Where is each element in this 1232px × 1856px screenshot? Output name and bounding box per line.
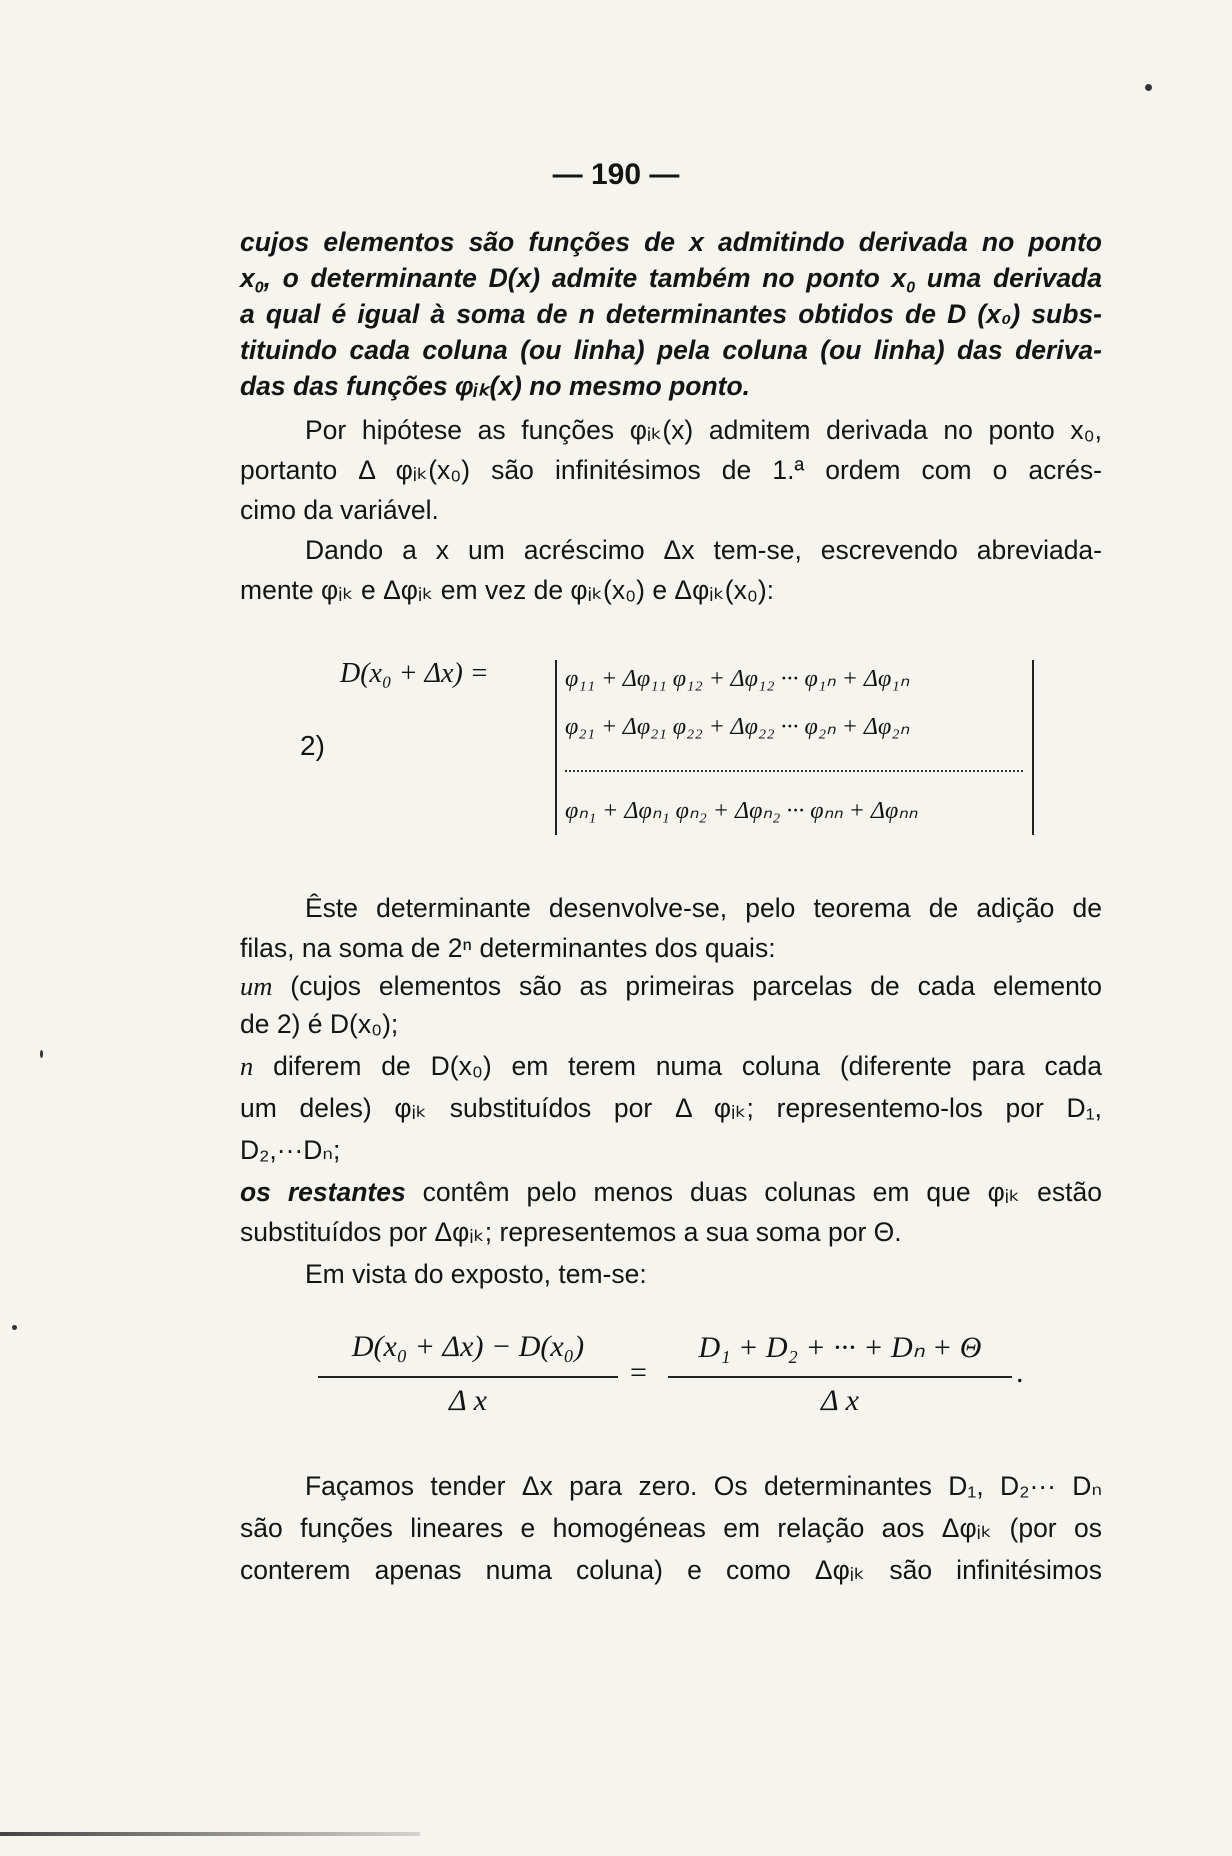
matrix-row: φ₂₁ + Δφ₂₁ φ₂₂ + Δφ₂₂ ··· φ₂ₙ + Δφ₂ₙ bbox=[565, 714, 910, 740]
equation-label: 2) bbox=[300, 730, 325, 761]
text-line: filas, na soma de 2ⁿ determinantes dos quais: bbox=[240, 933, 776, 963]
text-line: D₂,···Dₙ; bbox=[240, 1135, 341, 1165]
text-line: Em vista do exposto, tem-se: bbox=[305, 1259, 647, 1289]
text-line: a qual é igual à soma de n determinantes obtidos de D (x₀) subs- bbox=[240, 299, 1102, 329]
matrix-ellipsis-row bbox=[565, 762, 1023, 772]
determinant-lhs: D(x₀ + Δx) = bbox=[340, 658, 489, 689]
equals-sign: = bbox=[630, 1356, 647, 1389]
matrix-row: φ₁₁ + Δφ₁₁ φ₁₂ + Δφ₁₂ ··· φ₁ₙ + Δφ₁ₙ bbox=[565, 666, 910, 692]
matrix-row: φₙ₁ + Δφₙ₁ φₙ₂ + Δφₙ₂ ··· φₙₙ + Δφₙₙ bbox=[565, 798, 918, 824]
determinant-right-bar bbox=[1032, 660, 1034, 835]
text-line: portanto Δ φᵢₖ(x₀) são infinitésimos de 1.ª ordem com o acrés- bbox=[240, 455, 1102, 485]
determinant-left-bar bbox=[555, 660, 557, 835]
fraction-lhs-bar bbox=[318, 1376, 618, 1378]
text-line: Êste determinante desenvolve-se, pelo teorema de adição de bbox=[305, 893, 1102, 923]
text-line: Façamos tender Δx para zero. Os determinantes D₁, D₂··· Dₙ bbox=[305, 1471, 1102, 1501]
text-line: são funções lineares e homogéneas em relação aos Δφᵢₖ (por os bbox=[240, 1513, 1102, 1543]
scan-speck bbox=[1145, 84, 1152, 91]
text-line: um deles) φᵢₖ substituídos por Δ φᵢₖ; representemo-los por D₁, bbox=[240, 1093, 1102, 1123]
scan-edge-smudge bbox=[0, 1832, 420, 1836]
equation-period: . bbox=[1016, 1356, 1024, 1389]
text-line: substituídos por Δφᵢₖ; representemos a sua soma por Θ. bbox=[240, 1217, 902, 1247]
text-line: Por hipótese as funções φᵢₖ(x) admitem derivada no ponto x₀, bbox=[305, 415, 1102, 445]
scan-speck bbox=[12, 1325, 17, 1330]
text-line: os restantes contêm pelo menos duas colunas em que φᵢₖ estão bbox=[240, 1177, 1102, 1207]
fraction-rhs-bar bbox=[668, 1376, 1012, 1378]
text-line: tituindo cada coluna (ou linha) pela coluna (ou linha) das deriva- bbox=[240, 335, 1102, 365]
text-line: um (cujos elementos são as primeiras parcelas de cada elemento bbox=[240, 971, 1102, 1001]
text-line: de 2) é D(x₀); bbox=[240, 1009, 399, 1039]
scan-speck bbox=[40, 1050, 43, 1058]
text-line: conterem apenas numa coluna) e como Δφᵢₖ são infinitésimos bbox=[240, 1555, 1102, 1585]
text-line: cujos elementos são funções de x admitindo derivada no ponto bbox=[240, 227, 1102, 257]
fraction-rhs-numerator: D₁ + D₂ + ··· + Dₙ + Θ bbox=[698, 1331, 982, 1364]
text-line: mente φᵢₖ e Δφᵢₖ em vez de φᵢₖ(x₀) e Δφᵢₖ(x₀): bbox=[240, 575, 775, 605]
text-line: cimo da variável. bbox=[240, 495, 439, 525]
fraction-lhs-numerator: D(x₀ + Δx) − D(x₀) bbox=[351, 1330, 585, 1363]
fraction-lhs-denominator: Δ x bbox=[449, 1384, 487, 1417]
page-number: — 190 — bbox=[552, 158, 680, 191]
text-line: das das funções φᵢₖ(x) no mesmo ponto. bbox=[240, 371, 751, 401]
text-line: Dando a x um acréscimo Δx tem-se, escrevendo abreviada- bbox=[305, 535, 1102, 565]
text-line: n diferem de D(x₀) em terem numa coluna (diferente para cada bbox=[240, 1051, 1102, 1081]
fraction-rhs-denominator: Δ x bbox=[821, 1384, 859, 1417]
text-line: $x_0$, o determinante D(x) admite também no ponto $x_0$ uma derivada bbox=[240, 263, 1102, 297]
